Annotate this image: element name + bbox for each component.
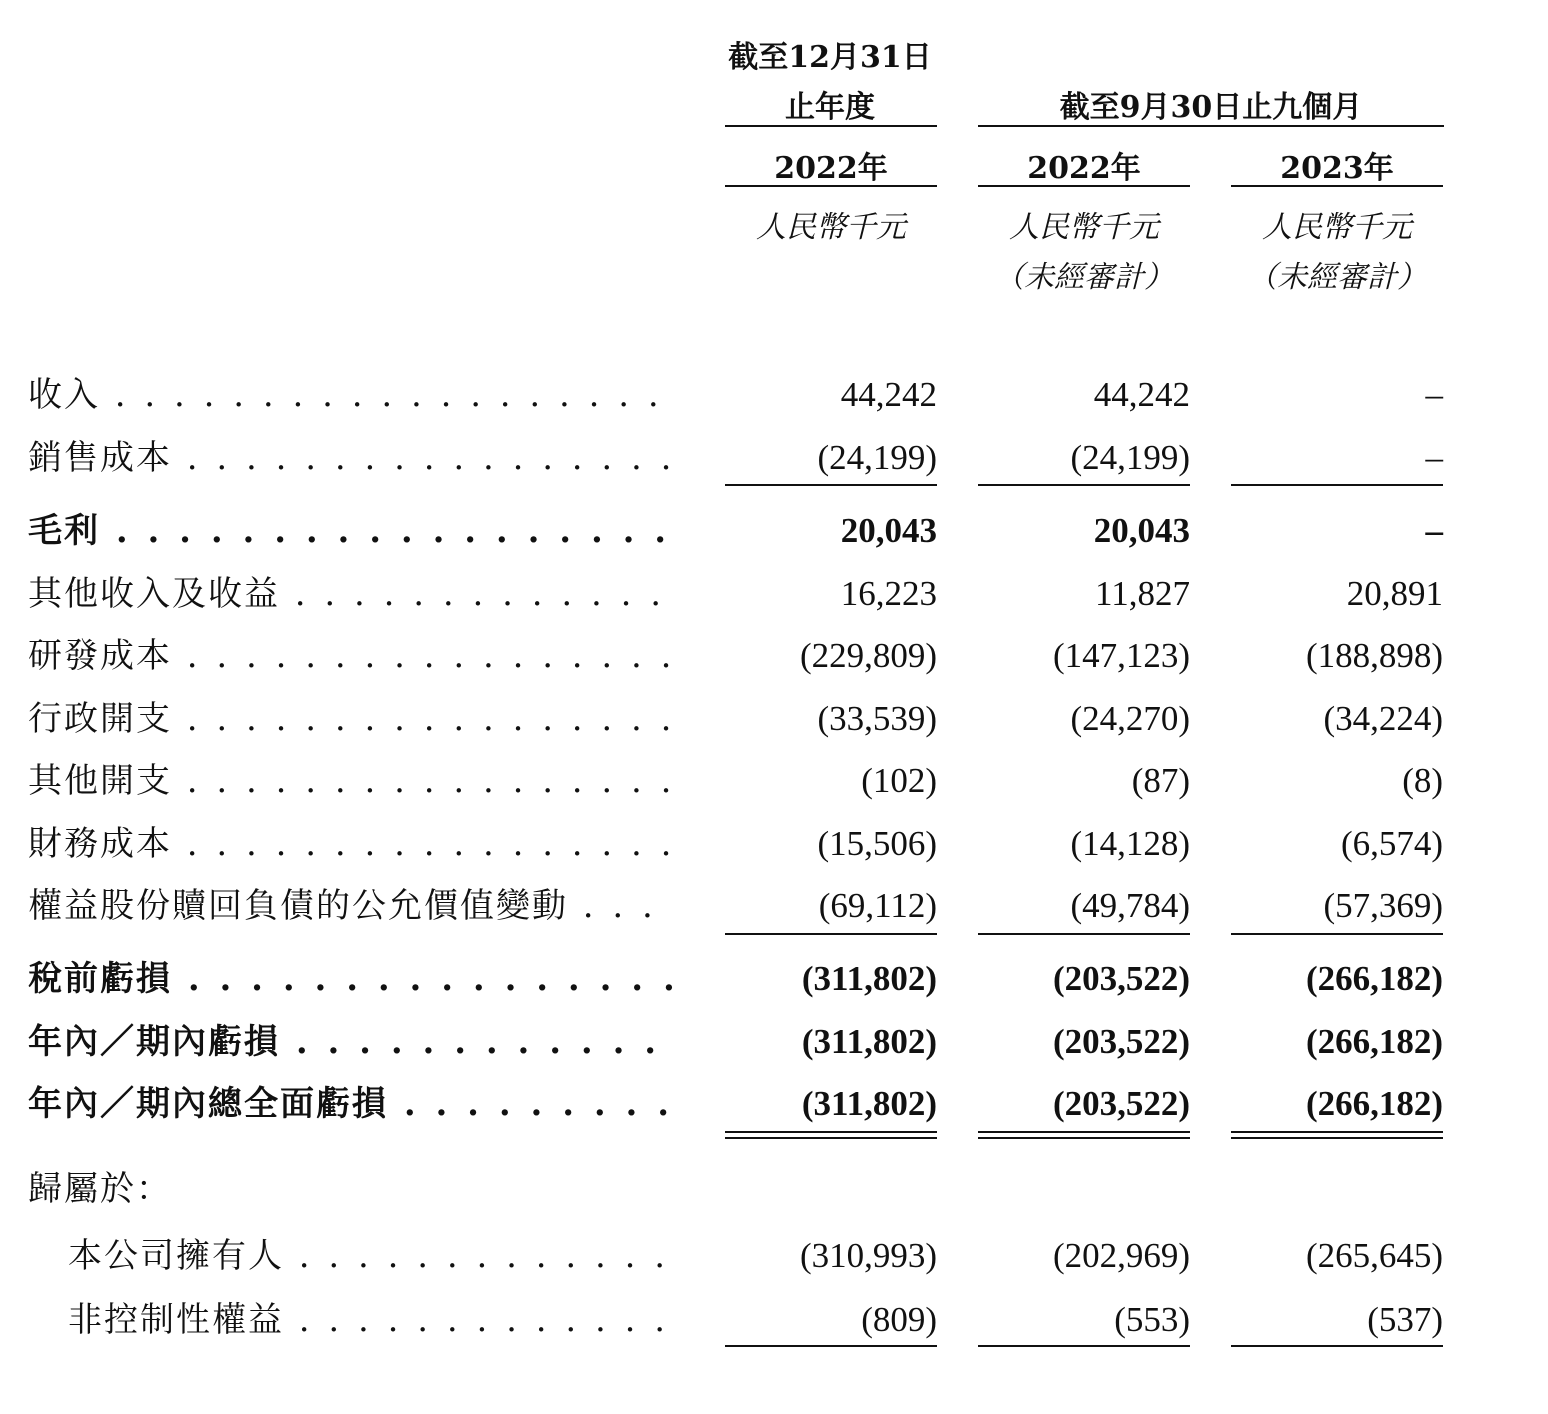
row-label: 收入 . . . — [28, 370, 673, 420]
header-rule-col1 — [725, 125, 937, 127]
unaudited-col3: （未經審計） — [1247, 260, 1427, 295]
row-label: 財務成本 . . . — [28, 819, 673, 869]
col1-period-line1: 截至12月31日 — [728, 40, 932, 75]
row-value-col1: (102) — [861, 761, 937, 800]
row-label: 非控制性權益 . . . — [68, 1295, 673, 1345]
row-value-col3: (266,182) — [1305, 1084, 1443, 1123]
row-label: 稅前虧損 . . . — [28, 954, 673, 1004]
bottom-rule-col1 — [725, 1345, 937, 1347]
row-value-col3: (8) — [1402, 761, 1443, 800]
table-row-owners-of-company — [0, 1231, 1548, 1281]
table-row-non-controlling-interests — [0, 1295, 1548, 1345]
row-label: 權益股份贖回負債的公允價值變動 . . . — [28, 881, 673, 931]
nine-months-period-header: 截至9月30日止九個月 — [1059, 90, 1363, 125]
table-row-fair-value-change — [0, 881, 1548, 931]
row-value-col1: (33,539) — [817, 699, 937, 738]
table-row-total-comprehensive-loss — [0, 1079, 1548, 1129]
row-value-col2: (203,522) — [1052, 1084, 1190, 1123]
row-label: 毛利 . . . — [28, 506, 673, 556]
col1-period-line2: 止年度 — [785, 90, 875, 125]
row-value-col1: (809) — [861, 1300, 937, 1339]
row-value-col3: (537) — [1367, 1300, 1443, 1339]
row-value-col1: (311,802) — [801, 1084, 937, 1123]
row-value-col3: (265,645) — [1305, 1236, 1443, 1275]
table-row-revenue — [0, 370, 1548, 420]
row-label: 其他收入及收益 . . . — [28, 569, 673, 619]
table-row-other-income — [0, 569, 1548, 619]
table-row-cost-of-sales — [0, 433, 1548, 483]
unit-col3: 人民幣千元 — [1262, 210, 1412, 245]
row-value-col1: (24,199) — [817, 438, 937, 477]
row-value-col2: (14,128) — [1070, 824, 1190, 863]
row-value-col3: – — [1425, 511, 1443, 550]
table-row-attributable-to — [0, 1164, 1548, 1214]
year-header-col2: 2022年 — [1027, 151, 1141, 186]
row-value-col3: (266,182) — [1305, 1022, 1443, 1061]
row-value-col2: (553) — [1114, 1300, 1190, 1339]
row-label: 年內／期內虧損 . . . — [28, 1017, 673, 1067]
subtotal-rule-col2 — [978, 484, 1190, 486]
year-header-col1: 2022年 — [774, 151, 888, 186]
subtotal-rule-col2 — [978, 933, 1190, 935]
row-value-col1: (69,112) — [818, 886, 937, 925]
subtotal-rule-col3 — [1231, 484, 1443, 486]
row-value-col1: 16,223 — [840, 574, 937, 613]
row-value-col3: (188,898) — [1305, 636, 1443, 675]
row-label: 本公司擁有人 . . . — [68, 1231, 673, 1281]
unit-col1: 人民幣千元 — [756, 210, 906, 245]
row-value-col2: 11,827 — [1095, 574, 1190, 613]
year-rule-col1 — [725, 185, 937, 187]
bottom-rule-col2 — [978, 1345, 1190, 1347]
table-row-loss-before-tax — [0, 954, 1548, 1004]
year-rule-col2 — [978, 185, 1190, 187]
unit-col2: 人民幣千元 — [1009, 210, 1159, 245]
row-value-col2: (203,522) — [1052, 959, 1190, 998]
total-double-rule-col2 — [978, 1131, 1190, 1139]
row-label: 研發成本 . . . — [28, 631, 673, 681]
subtotal-rule-col3 — [1231, 933, 1443, 935]
row-value-col1: (311,802) — [801, 1022, 937, 1061]
row-value-col1: 20,043 — [840, 511, 937, 550]
row-value-col3: (34,224) — [1323, 699, 1443, 738]
table-row-loss-for-period — [0, 1017, 1548, 1067]
row-value-col3: – — [1425, 375, 1443, 414]
row-value-col2: (49,784) — [1070, 886, 1190, 925]
table-row-rd-costs — [0, 631, 1548, 681]
row-value-col2: (147,123) — [1052, 636, 1190, 675]
table-row-admin-expenses — [0, 694, 1548, 744]
total-double-rule-col1 — [725, 1131, 937, 1139]
table-row-other-expenses — [0, 756, 1548, 806]
row-value-col3: 20,891 — [1346, 574, 1443, 613]
unaudited-col2: （未經審計） — [994, 260, 1174, 295]
table-row-gross-profit — [0, 506, 1548, 556]
row-value-col1: (229,809) — [799, 636, 937, 675]
total-double-rule-col3 — [1231, 1131, 1443, 1139]
bottom-rule-col3 — [1231, 1345, 1443, 1347]
header-rule-nine-months — [978, 125, 1444, 127]
year-header-col3: 2023年 — [1280, 151, 1394, 186]
row-value-col3: (57,369) — [1323, 886, 1443, 925]
row-value-col2: 44,242 — [1093, 375, 1190, 414]
row-value-col2: (24,270) — [1070, 699, 1190, 738]
subtotal-rule-col1 — [725, 933, 937, 935]
row-value-col2: 20,043 — [1093, 511, 1190, 550]
year-rule-col3 — [1231, 185, 1443, 187]
row-value-col2: (202,969) — [1052, 1236, 1190, 1275]
row-value-col3: (6,574) — [1340, 824, 1443, 863]
row-value-col3: – — [1425, 438, 1443, 477]
row-label: 行政開支 . . . — [28, 694, 673, 744]
row-value-col2: (203,522) — [1052, 1022, 1190, 1061]
row-value-col1: (310,993) — [799, 1236, 937, 1275]
row-label: 其他開支 . . . — [28, 756, 673, 806]
row-value-col2: (24,199) — [1070, 438, 1190, 477]
row-label: 銷售成本 . . . — [28, 433, 673, 483]
row-value-col3: (266,182) — [1305, 959, 1443, 998]
row-label: 年內／期內總全面虧損 . . . — [28, 1079, 673, 1129]
row-value-col1: (15,506) — [817, 824, 937, 863]
row-value-col2: (87) — [1131, 761, 1190, 800]
row-label: 歸屬於： — [28, 1169, 172, 1209]
row-value-col1: (311,802) — [801, 959, 937, 998]
table-row-finance-costs — [0, 819, 1548, 869]
row-value-col1: 44,242 — [840, 375, 937, 414]
subtotal-rule-col1 — [725, 484, 937, 486]
